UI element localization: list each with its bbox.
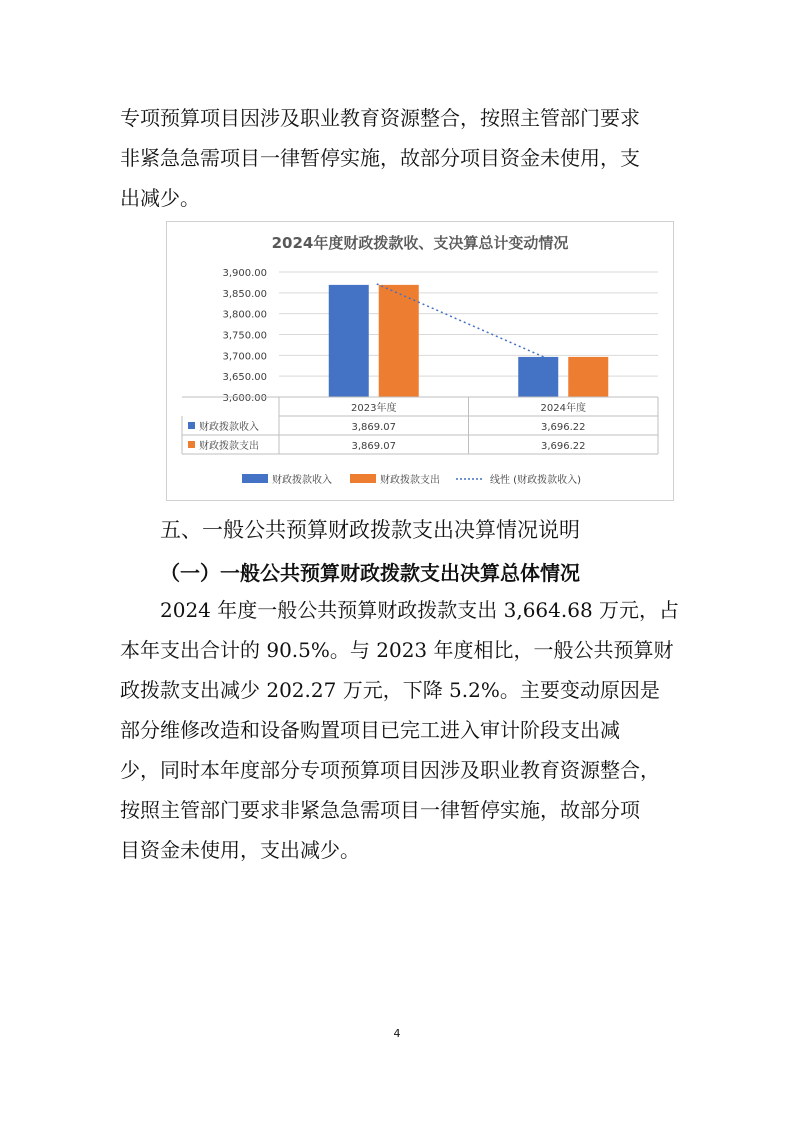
table-legend-key: [188, 422, 195, 429]
bar-income-2: [518, 357, 558, 397]
y-tick-label: 3,600.00: [222, 393, 267, 404]
table-series-label: 财政拨款收入: [199, 422, 259, 433]
chart-title: 2024年度财政拨款收、支决算总计变动情况: [271, 234, 569, 252]
y-tick-label: 3,650.00: [222, 372, 267, 384]
text-line: 非紧急急需项目一律暂停实施，故部分项目资金未使用，支: [120, 146, 640, 170]
x-category-label: 2023年度: [351, 403, 397, 414]
text-line: 政拨款支出减少 202.27 万元，下降 5.2%。主要变动原因是: [120, 678, 660, 702]
legend-key: [242, 474, 268, 483]
legend-label: 财政拨款收入: [272, 475, 332, 486]
bar-chart: [167, 222, 673, 500]
table-value: 3,869.07: [351, 441, 397, 452]
bar-expense-1: [379, 285, 419, 397]
body-paragraph: [120, 590, 680, 870]
legend-label: 财政拨款支出: [380, 475, 440, 486]
text-line: 2024 年度一般公共预算财政拨款支出 3,664.68 万元，占: [160, 598, 680, 622]
legend-key: [350, 474, 376, 483]
y-axis: [222, 268, 267, 404]
y-tick-label: 3,900.00: [222, 268, 267, 279]
chart-legend: [242, 473, 581, 486]
y-tick-label: 3,850.00: [222, 288, 267, 300]
text-line: 目资金未使用，支出减少。: [120, 838, 360, 862]
data-table: [182, 397, 658, 454]
chart-container: [166, 221, 674, 501]
page-number: 4: [393, 1027, 401, 1040]
y-tick-label: 3,800.00: [222, 309, 267, 321]
bar-expense-2: [568, 357, 608, 397]
text-line: 按照主管部门要求非紧急急需项目一律暂停实施，故部分项: [120, 798, 640, 822]
y-tick-label: 3,700.00: [222, 351, 267, 363]
table-value: 3,696.22: [540, 441, 586, 452]
text-line: 出减少。: [120, 186, 200, 210]
table-legend-key: [188, 441, 195, 448]
table-series-label: 财政拨款支出: [199, 441, 259, 452]
subsection-heading: （一）一般公共预算财政拨款支出决算总体情况: [160, 561, 580, 585]
text-line: 少，同时本年度部分专项预算项目因涉及职业教育资源整合，: [120, 758, 660, 782]
text-line: 专项预算项目因涉及职业教育资源整合，按照主管部门要求: [120, 106, 640, 130]
table-value: 3,869.07: [351, 422, 397, 433]
text-line: 本年支出合计的 90.5%。与 2023 年度相比，一般公共预算财: [120, 638, 674, 662]
chart-bars: [329, 285, 609, 397]
text-line: 部分维修改造和设备购置项目已完工进入审计阶段支出减: [120, 718, 620, 742]
section-heading: 五、一般公共预算财政拨款支出决算情况说明: [160, 518, 580, 542]
y-tick-label: 3,750.00: [222, 330, 267, 342]
x-category-label: 2024年度: [540, 403, 586, 414]
legend-label: 线性 (财政拨款收入): [490, 475, 581, 486]
table-value: 3,696.22: [540, 422, 586, 433]
bar-income-1: [329, 285, 369, 397]
intro-paragraph: [120, 98, 680, 218]
